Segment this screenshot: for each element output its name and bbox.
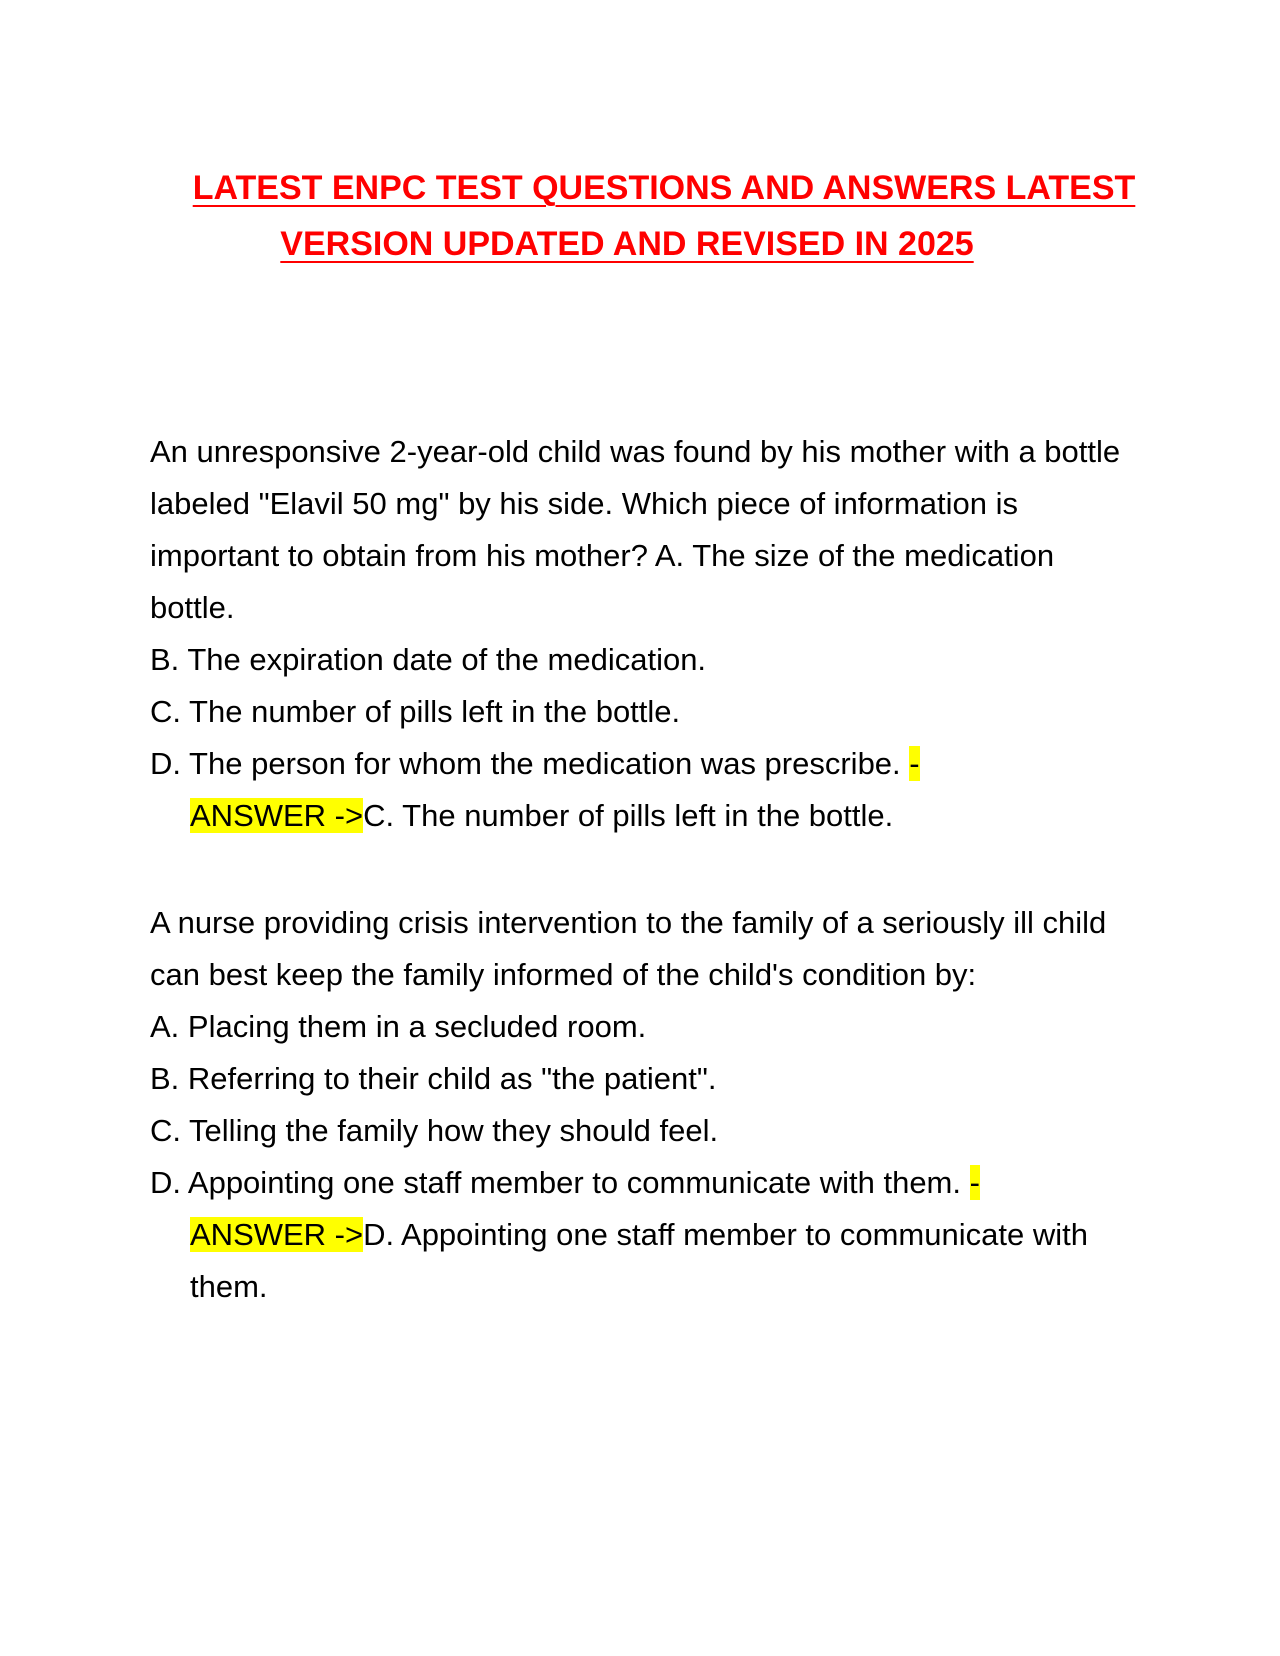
document-title bbox=[0, 160, 1280, 272]
question-1-option-b: B. The expiration date of the medication. bbox=[150, 642, 707, 677]
question-1-stem: An unresponsive 2-year-old child was found by his mother with a bottle labeled "Elavil 50 mg" by his side. Which piece of information is important to obtain from his mother? A. The size of the medication bottle. bbox=[150, 434, 1121, 625]
question-2-option-c: C. Telling the family how they should feel. bbox=[150, 1113, 719, 1148]
question-1-answer-dash: - bbox=[909, 746, 920, 781]
question-1-answer-text: C. The number of pills left in the bottle. bbox=[363, 798, 894, 833]
question-2-answer-text: D. Appointing one staff member to communicate with them. bbox=[190, 1217, 1088, 1304]
title-line-1: LATEST ENPC TEST QUESTIONS AND ANSWERS LATEST bbox=[192, 169, 1136, 207]
title-line-2: VERSION UPDATED AND REVISED IN 2025 bbox=[280, 225, 974, 263]
question-2 bbox=[150, 897, 1130, 1313]
question-2-option-d-text: D. Appointing one staff member to communicate with them. bbox=[150, 1165, 970, 1200]
question-2-stem: A nurse providing crisis intervention to the family of a seriously ill child can best keep the family informed of the child's condition by: bbox=[150, 905, 1107, 992]
question-1-option-d-text: D. The person for whom the medication was prescribe. bbox=[150, 746, 910, 781]
question-2-answer-label: ANSWER -> bbox=[190, 1217, 364, 1252]
question-1-option-d bbox=[150, 738, 1130, 842]
question-1-option-c: C. The number of pills left in the bottle. bbox=[150, 694, 681, 729]
question-2-option-d bbox=[150, 1157, 1130, 1313]
question-2-answer-dash: - bbox=[969, 1165, 980, 1200]
question-2-option-a: A. Placing them in a secluded room. bbox=[150, 1009, 647, 1044]
question-1 bbox=[150, 426, 1130, 842]
question-2-option-b: B. Referring to their child as "the patient". bbox=[150, 1061, 717, 1096]
question-1-answer-label: ANSWER -> bbox=[190, 798, 364, 833]
